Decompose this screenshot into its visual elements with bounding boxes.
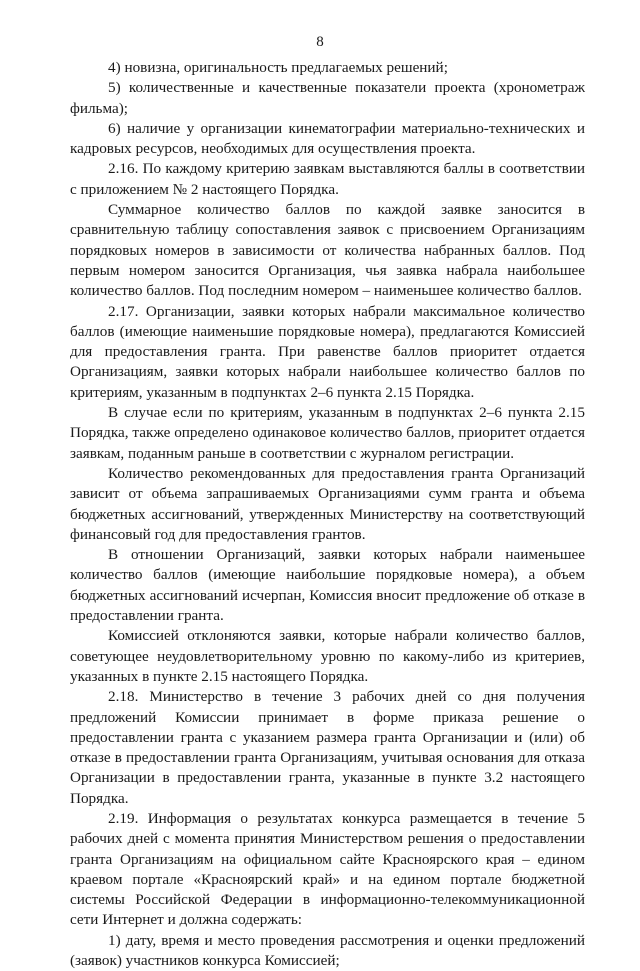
paragraph: Суммарное количество баллов по каждой заявке заносится в сравнительную таблицу сопоставления заявок с присвоением Организациям порядковых номеров в зависимости от количества набранных баллов. Под первым номером заносится Организация, чья заявка набрала наибольшее количество баллов. Под последним номером – наименьшее количество баллов. <box>70 201 585 300</box>
paragraph: 4) новизна, оригинальность предлагаемых решений; <box>108 59 448 76</box>
paragraph: В отношении Организаций, заявки которых набрали наименьшее количество баллов (имеющие наибольшие порядковые номера), а объем бюджетных ассигнований исчерпан, Комиссия вносит предложение об отказе в предоставлении гранта. <box>70 546 585 625</box>
paragraph: В случае если по критериям, указанным в подпунктах 2–6 пункта 2.15 Порядка, также определено одинаковое количество баллов, приоритет отдается заявкам, поданным раньше в соответствии с журналом регистрации. <box>70 404 585 462</box>
document-body <box>70 58 585 971</box>
paragraph: Комиссией отклоняются заявки, которые набрали количество баллов, советующее неудовлетворительному уровню по какому-либо из критериев, указанных в пункте 2.15 настоящего Порядка. <box>70 627 585 685</box>
paragraph: 5) количественные и качественные показатели проекта (хронометраж фильма); <box>70 79 585 117</box>
paragraph: 2.16. По каждому критерию заявкам выставляются баллы в соответствии с приложением № 2 настоящего Порядка. <box>70 160 585 198</box>
paragraph: 2.17. Организации, заявки которых набрали максимальное количество баллов (имеющие наименьшие порядковые номера), предлагаются Комиссией для предоставления гранта. При равенстве баллов приоритет отдается Организациям, заявки которых набрали наибольшее количество баллов по критериям, указанным в подпунктах 2–6 пункта 2.15 Порядка. <box>70 302 585 401</box>
page-number: 8 <box>316 34 324 50</box>
paragraph: 2.18. Министерство в течение 3 рабочих дней со дня получения предложений Комиссии принимает в форме приказа решение о предоставлении гранта с указанием размера гранта Организации и (или) об отказе в предоставлении гранта Организациям, учитывая основания для отказа Организации в предоставлении гранта, указанные в пункте 3.2 настоящего Порядка. <box>70 688 585 807</box>
paragraph: 2.19. Информация о результатах конкурса размещается в течение 5 рабочих дней с момента принятия Министерством решения о предоставлении гранта Организациям на официальном сайте Красноярского края – едином краевом портале «Красноярский край» и на едином портале бюджетной системы Российской Федерации в информационно-телекоммуникационной сети Интернет и должна содержать: <box>70 809 585 929</box>
paragraph: Количество рекомендованных для предоставления гранта Организаций зависит от объема запрашиваемых Организациями сумм гранта и объема бюджетных ассигнований, утвержденных Министерству на соответствующий финансовый год для предоставления грантов. <box>70 464 585 543</box>
paragraph: 6) наличие у организации кинематографии материально-технических и кадровых ресурсов, необходимых для осуществления проекта. <box>70 119 585 158</box>
paragraph: 1) дату, время и место проведения рассмотрения и оценки предложений (заявок) участников конкурса Комиссией; <box>70 931 585 970</box>
